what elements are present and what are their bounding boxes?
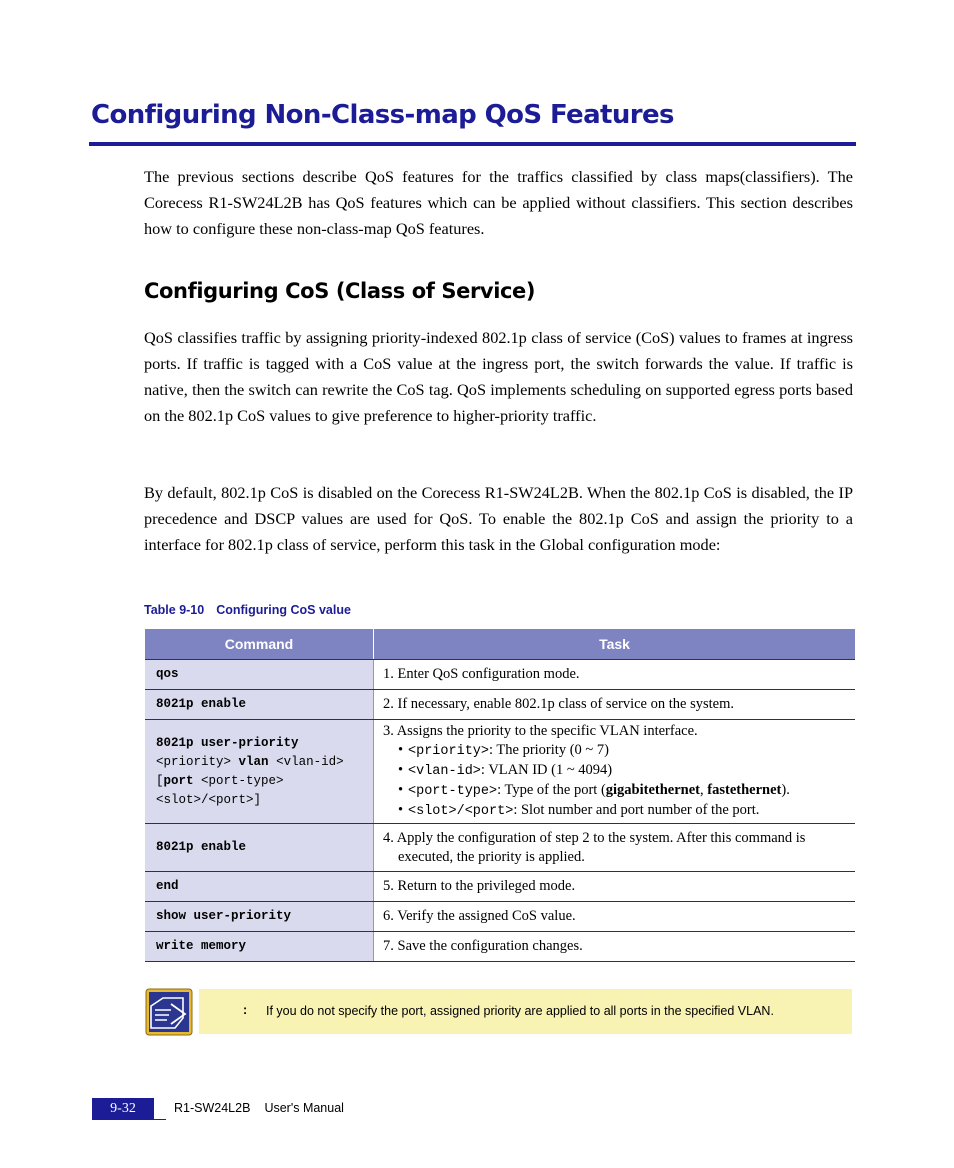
param-code: <port-type> [408, 784, 498, 799]
page-title: Configuring Non-Class-map QoS Features [91, 100, 674, 130]
cos-paragraph-1: QoS classifies traffic by assigning priority-indexed 802.1p class of service (CoS) values to frames at ingress ports. If traffic is tagged with a CoS value at the ingress port, the switch forwards the value. If traffic is native, then the switch can rewrite the CoS tag. QoS implements scheduling on supported egress ports based on the 802.1p CoS values to give preference to higher-priority traffic. [144, 328, 853, 425]
param-desc: : Slot number and port number of the port. [513, 802, 760, 818]
title-rule [89, 142, 856, 146]
note-text: If you do not specify the port, assigned priority are applied to all ports in the specified VLAN. [266, 1004, 774, 1018]
separator: , [700, 782, 708, 798]
task-cell [374, 824, 856, 872]
list-item [399, 741, 855, 761]
footer-rule [154, 1119, 166, 1120]
column-header-task: Task [374, 629, 856, 660]
command-param: <slot>/<port>] [156, 792, 262, 807]
param-desc-end: ). [781, 782, 790, 798]
column-header-command: Command [145, 629, 374, 660]
port-type-gigabit: gigabitethernet [605, 782, 701, 798]
param-code: <vlan-id> [408, 764, 481, 779]
table-caption [144, 603, 351, 617]
intro-paragraph: The previous sections describe QoS features for the traffics classified by class maps(classifiers). The Corecess R1-SW24L2B has QoS features which can be applied without classifiers. This section describes how to configure these non-class-map QoS features. [144, 167, 853, 238]
task-cell: 5. Return to the privileged mode. [374, 872, 856, 902]
note-label: : [243, 1003, 248, 1017]
list-item [399, 801, 855, 821]
table-caption-title: Configuring CoS value [216, 603, 351, 617]
note-box [199, 989, 852, 1034]
command-cell: 8021p enable [145, 690, 374, 720]
port-type-fast: fastethernet [707, 782, 782, 798]
task-text: 3. Assigns the priority to the specific VLAN interface. [383, 723, 698, 739]
table-row [145, 824, 855, 872]
command-cell [145, 720, 374, 824]
command-keyword: vlan [238, 754, 269, 769]
footer-product: R1-SW24L2B [174, 1101, 251, 1115]
param-code: <priority> [408, 744, 490, 759]
list-item [399, 761, 855, 781]
param-code: <slot>/<port> [408, 804, 514, 819]
command-param: <vlan-id> [276, 754, 344, 769]
table-row [145, 932, 855, 962]
section-heading: Configuring CoS (Class of Service) [144, 279, 536, 303]
table-header-row [145, 629, 855, 660]
param-desc: : The priority (0 ~ 7) [489, 742, 609, 758]
command-keyword: 8021p user-priority [156, 735, 299, 750]
task-cell: 1. Enter QoS configuration mode. [374, 660, 856, 690]
task-cell [374, 720, 856, 824]
table-row [145, 720, 855, 824]
command-cell: show user-priority [145, 902, 374, 932]
task-cell: 7. Save the configuration changes. [374, 932, 856, 962]
command-bracket: [ [156, 773, 164, 788]
command-keyword: port [163, 773, 194, 788]
param-list [383, 741, 855, 821]
table-row [145, 690, 855, 720]
list-item [399, 781, 855, 801]
table-row [145, 872, 855, 902]
cos-config-table [145, 629, 855, 962]
task-cell: 6. Verify the assigned CoS value. [374, 902, 856, 932]
command-cell: qos [145, 660, 374, 690]
task-text: 4. Apply the configuration of step 2 to the system. After this command is executed, the priority is applied. [383, 829, 806, 865]
table-row [145, 660, 855, 690]
param-desc: : Type of the port ( [497, 782, 606, 798]
command-param: <priority> [156, 754, 232, 769]
table-row [145, 902, 855, 932]
command-cell: write memory [145, 932, 374, 962]
page-number: 9-32 [92, 1098, 154, 1120]
note-icon [145, 988, 193, 1036]
command-cell: end [145, 872, 374, 902]
footer-manual: User's Manual [264, 1101, 344, 1115]
param-desc: : VLAN ID (1 ~ 4094) [480, 762, 613, 778]
task-cell: 2. If necessary, enable 802.1p class of service on the system. [374, 690, 856, 720]
cos-paragraph-2: By default, 802.1p CoS is disabled on the Corecess R1-SW24L2B. When the 802.1p CoS is disabled, the IP precedence and DSCP values are used for QoS. To enable the 802.1p CoS and assign the priority to a interface for 802.1p class of service, perform this task in the Global configuration mode: [144, 483, 853, 554]
command-cell: 8021p enable [145, 824, 374, 872]
command-param: <port-type> [201, 773, 284, 788]
footer-text [174, 1101, 344, 1115]
table-caption-number: Table 9-10 [144, 603, 205, 617]
